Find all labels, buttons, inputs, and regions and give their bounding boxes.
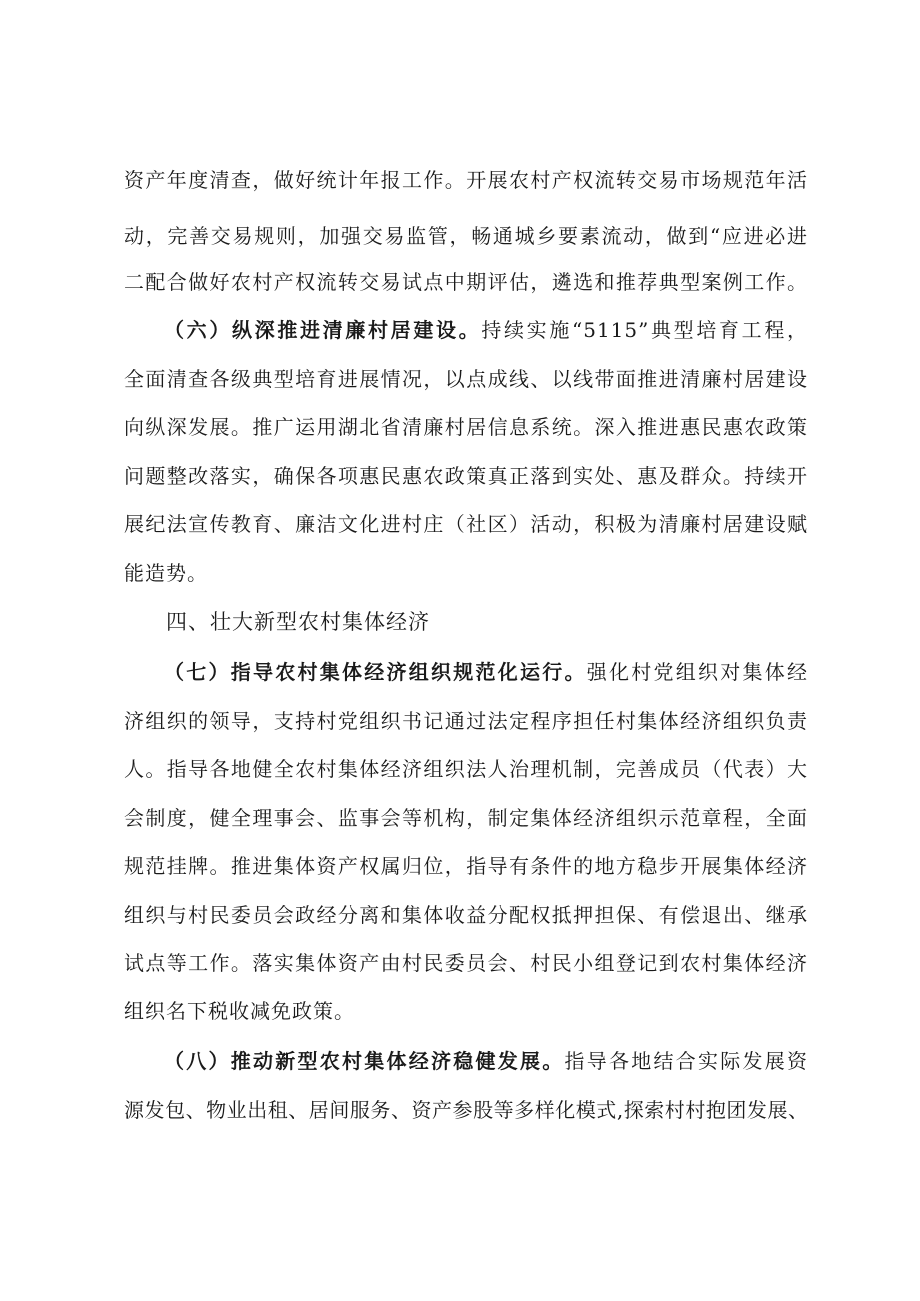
paragraph-first-line xyxy=(0,654,920,690)
text-line-content: 组织名下税收减免政策。 xyxy=(124,999,355,1023)
text-line-content: 源发包、物业出租、居间服务、资产参股等多样化模式,探索村村抱团发展、 xyxy=(124,1098,808,1122)
text-line-content: 问题整改落实，确保各项惠民惠农政策真正落到实处、惠及群众。持续开 xyxy=(124,464,808,488)
text-line-content: 动，完善交易规则，加强交易监管，畅通城乡要素流动，做到“应进必进 xyxy=(124,224,808,248)
text-line-content: 济组织的领导，支持村党组织书记通过法定程序担任村集体经济组织负责 xyxy=(124,709,808,733)
paragraph-first-line xyxy=(0,312,920,348)
text-line-content: 全面清查各级典型培育进展情况，以点成线、以线带面推进清廉村居建设 xyxy=(124,367,808,391)
section-heading-line xyxy=(0,604,920,640)
paragraph-text: 指导各地结合实际发展资 xyxy=(564,1049,808,1073)
paragraph-title: （八）推动新型农村集体经济稳健发展。 xyxy=(164,1049,565,1073)
text-line-content: 能造势。 xyxy=(124,561,208,585)
text-line-content: 向纵深发展。推广运用湖北省清廉村居信息系统。深入推进惠民惠农政策 xyxy=(124,415,808,439)
text-line xyxy=(0,993,920,1029)
paragraph-title: （七）指导农村集体经济组织规范化运行。 xyxy=(164,660,587,684)
section-heading: 四、壮大新型农村集体经济 xyxy=(166,610,430,634)
text-line xyxy=(0,264,920,300)
paragraph-title: （六）纵深推进清廉村居建设。 xyxy=(164,318,482,342)
text-line xyxy=(0,361,920,397)
paragraph-first-line-content xyxy=(164,654,808,690)
text-line-content: 二配合做好农村产权流转交易试点中期评估，遴选和推荐典型案例工作。 xyxy=(124,270,808,294)
paragraph-first-line-content xyxy=(164,312,808,348)
text-line xyxy=(0,162,920,198)
text-line xyxy=(0,703,920,739)
text-line xyxy=(0,848,920,884)
text-line-content: 会制度，健全理事会、监事会等机构，制定集体经济组织示范章程，全面 xyxy=(124,806,808,830)
text-line xyxy=(0,1092,920,1128)
text-line-content: 规范挂牌。推进集体资产权属归位，指导有条件的地方稳步开展集体经济 xyxy=(124,854,808,878)
paragraph-first-line-content xyxy=(164,1043,808,1079)
text-line xyxy=(0,458,920,494)
text-line xyxy=(0,800,920,836)
text-line-content: 资产年度清查，做好统计年报工作。开展农村产权流转交易市场规范年活 xyxy=(124,168,808,192)
text-line xyxy=(0,751,920,787)
paragraph-text: 持续实施“5115”典型培育工程， xyxy=(481,318,808,342)
text-line-content: 组织与村民委员会政经分离和集体收益分配权抵押担保、有偿退出、继承 xyxy=(124,903,808,927)
text-line-content: 试点等工作。落实集体资产由村民委员会、村民小组登记到农村集体经济 xyxy=(124,951,808,975)
text-line-content: 人。指导各地健全农村集体经济组织法人治理机制，完善成员（代表）大 xyxy=(124,757,808,781)
text-line xyxy=(0,506,920,542)
paragraph-text: 强化村党组织对集体经 xyxy=(586,660,808,684)
text-line-content: 展纪法宣传教育、廉洁文化进村庄（社区）活动，积极为清廉村居建设赋 xyxy=(124,512,808,536)
text-line xyxy=(0,897,920,933)
paragraph-first-line xyxy=(0,1043,920,1079)
text-line xyxy=(0,555,920,591)
text-line xyxy=(0,409,920,445)
text-line xyxy=(0,218,920,254)
text-line xyxy=(0,945,920,981)
